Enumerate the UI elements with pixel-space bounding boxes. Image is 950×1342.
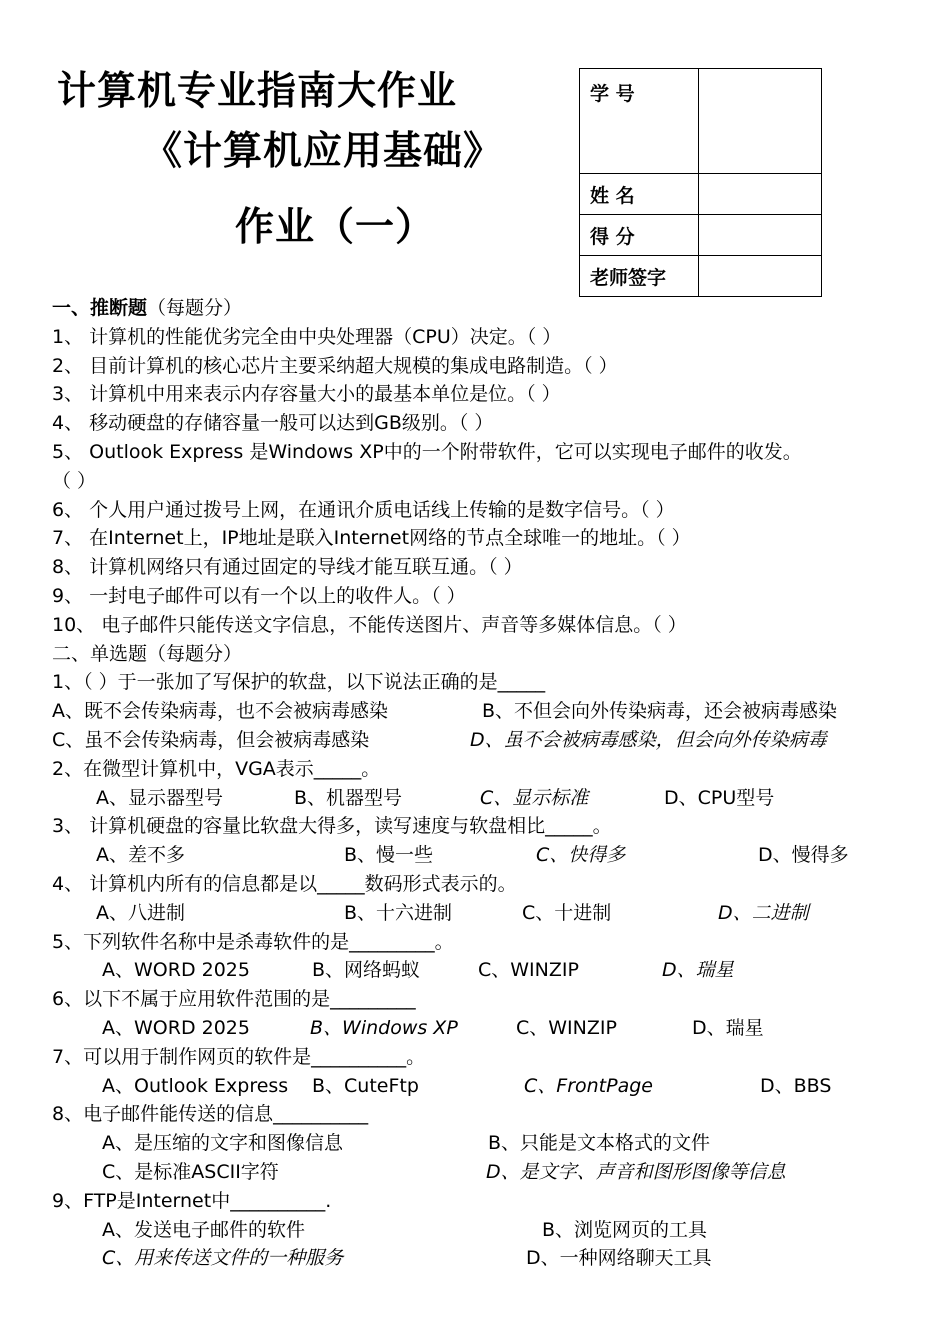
mc-options-row [52, 697, 932, 726]
mc-options-row [52, 784, 932, 813]
option-a: A、八进制 [96, 901, 185, 924]
mc-question-stem: 5、下列软件名称中是杀毒软件的是_________。 [52, 930, 454, 953]
option-c: C、WINZIP [516, 1016, 617, 1039]
option-c: C、快得多 [536, 844, 626, 867]
mc-options-row [52, 1216, 932, 1245]
tf-question: 1、 计算机的性能优劣完全由中央处理器（CPU）决定。（ ） [52, 325, 562, 348]
mc-options-row [52, 899, 932, 928]
option-d: D、瑞星 [692, 1016, 764, 1039]
mc-question-stem: 9、FTP是Internet中__________. [52, 1189, 332, 1212]
tf-question: 2、 目前计算机的核心芯片主要采纳超大规模的集成电路制造。（ ） [52, 354, 618, 377]
option-c: C、十进制 [522, 901, 612, 924]
mc-question-stem: 8、电子邮件能传送的信息__________ [52, 1103, 369, 1126]
option-c: C、虽不会传染病毒，但会被病毒感染 [52, 728, 370, 751]
tf-question: 8、 计算机网络只有通过固定的导线才能互联互通。（ ） [52, 556, 523, 579]
tf-question: 7、 在Internet上，IP地址是联入Internet网络的节点全球唯一的地址。（ ） [52, 527, 691, 550]
option-b: B、网络蚂蚁 [312, 959, 421, 982]
mc-options-row [52, 1244, 932, 1273]
mc-question-stem: 2、在微型计算机中，VGA表示_____。 [52, 757, 381, 780]
mc-options-row [52, 1014, 932, 1043]
mc-options-row [52, 1129, 932, 1158]
score-label: 得 分 [580, 215, 699, 256]
tf-question: 4、 移动硬盘的存储容量一般可以达到GB级别。（ ） [52, 412, 494, 435]
tf-question: 6、 个人用户通过拨号上网，在通讯介质电话线上传输的是数字信号。（ ） [52, 498, 675, 521]
option-d: D、CPU型号 [664, 786, 775, 809]
question-body [52, 294, 932, 1273]
mc-question-stem: 6、以下不属于应用软件范围的是_________ [52, 988, 416, 1011]
mc-options-row [52, 1072, 932, 1101]
section1-heading-note: （每题分） [147, 297, 243, 319]
option-b: B、机器型号 [294, 786, 403, 809]
option-a: A、Outlook Express [102, 1074, 289, 1097]
student-info-table [579, 68, 822, 297]
section2-heading: 二、单选题（每题分） [52, 642, 243, 665]
option-d: D、BBS [760, 1074, 832, 1097]
mc-options-row [52, 1158, 932, 1187]
mc-question-stem: 7、可以用于制作网页的软件是__________。 [52, 1045, 426, 1068]
option-a: A、是压缩的文字和图像信息 [102, 1132, 343, 1155]
mc-options-row [52, 841, 932, 870]
section1-heading [52, 294, 932, 323]
section1-heading-bold: 一、推断题 [52, 297, 148, 319]
option-b: B、CuteFtp [312, 1074, 419, 1097]
option-b: B、Windows XP [310, 1016, 458, 1039]
tf-question-continuation: （ ） [52, 469, 97, 492]
option-a: A、既不会传染病毒，也不会被病毒感染 [52, 700, 388, 723]
tf-question: 3、 计算机中用来表示内存容量大小的最基本单位是位。（ ） [52, 383, 561, 406]
student-id-label: 学 号 [580, 69, 699, 174]
option-c: C、WINZIP [478, 959, 579, 982]
mc-options-row [52, 726, 932, 755]
option-a: A、WORD 2025 [102, 959, 250, 982]
option-a: A、发送电子邮件的软件 [102, 1218, 305, 1241]
option-c: C、用来传送文件的一种服务 [102, 1247, 344, 1270]
option-a: A、差不多 [96, 844, 185, 867]
tf-question: 9、 一封电子邮件可以有一个以上的收件人。（ ） [52, 584, 466, 607]
tf-question: 5、 Outlook Express 是Windows XP中的一个附带软件，它可以实现电子邮件的收发。 [52, 440, 802, 463]
option-b: B、不但会向外传染病毒，还会被病毒感染 [482, 700, 838, 723]
option-b: B、浏览网页的工具 [542, 1218, 708, 1241]
tf-question: 10、 电子邮件只能传送文字信息，不能传送图片、声音等多媒体信息。（ ） [52, 613, 687, 636]
assignment-title: 作业（一） [235, 205, 436, 250]
mc-question-stem: 4、 计算机内所有的信息都是以_____数码形式表示的。 [52, 872, 517, 895]
option-a: A、显示器型号 [96, 786, 223, 809]
option-c: C、FrontPage [524, 1074, 653, 1097]
mc-question-stem: 1、（ ）于一张加了写保护的软盘，以下说法正确的是_____ [52, 671, 546, 694]
option-c: C、是标准ASCII字符 [102, 1160, 279, 1183]
option-c: C、显示标准 [480, 786, 589, 809]
option-b: B、慢一些 [344, 844, 434, 867]
teacher-sign-field[interactable] [699, 256, 822, 297]
score-field[interactable] [699, 215, 822, 256]
option-b: B、只能是文本格式的文件 [488, 1132, 711, 1155]
option-d: D、虽不会被病毒感染，但会向外传染病毒 [470, 728, 827, 751]
option-b: B、十六进制 [344, 901, 453, 924]
option-d: D、瑞星 [662, 959, 734, 982]
teacher-sign-label: 老师签字 [580, 256, 699, 297]
option-a: A、WORD 2025 [102, 1016, 250, 1039]
name-label: 姓 名 [580, 174, 699, 215]
option-d: D、慢得多 [758, 844, 849, 867]
option-d: D、是文字、声音和图形图像等信息 [486, 1160, 786, 1183]
student-id-field[interactable] [699, 69, 822, 174]
option-d: D、一种网络聊天工具 [526, 1247, 712, 1270]
mc-question-stem: 3、 计算机硬盘的容量比软盘大得多，读写速度与软盘相比_____。 [52, 815, 612, 838]
document-title: 计算机专业指南大作业 [57, 69, 458, 114]
option-d: D、二进制 [718, 901, 809, 924]
name-field[interactable] [699, 174, 822, 215]
course-title: 《计算机应用基础》 [143, 129, 504, 174]
mc-options-row [52, 956, 932, 985]
